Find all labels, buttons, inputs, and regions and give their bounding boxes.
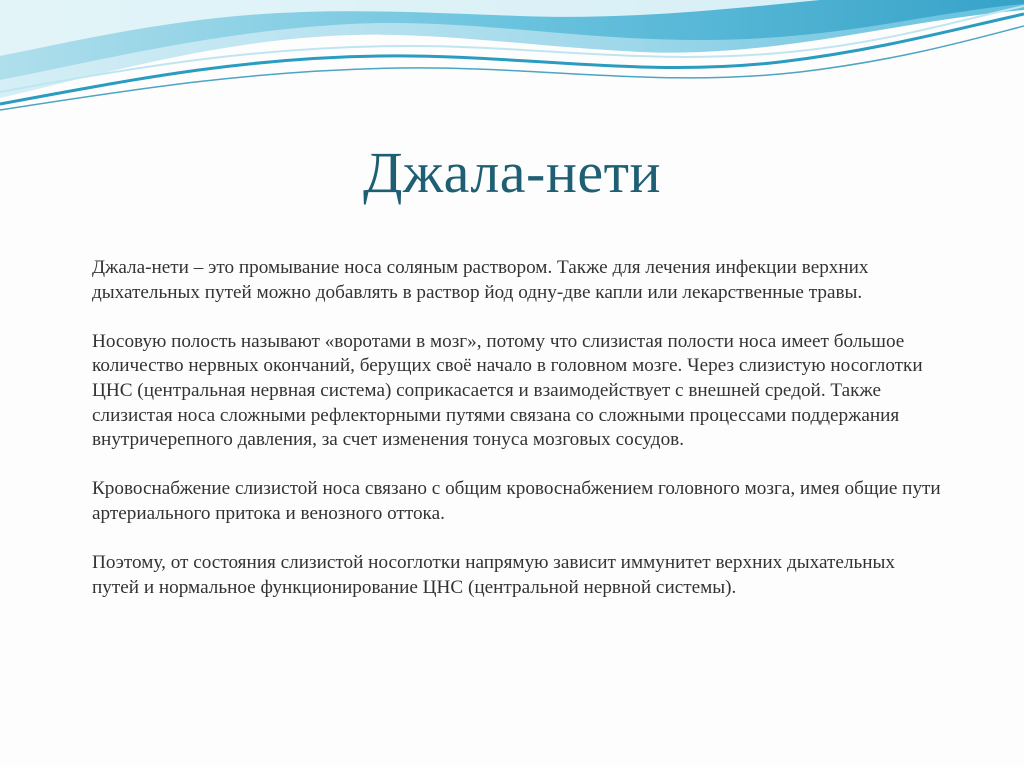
- paragraph-blood-supply: Кровоснабжение слизистой носа связано с общим кровоснабжением головного мозга, имея общие пути артериального притока и венозного оттока.: [92, 478, 941, 524]
- decorative-wave-header: [0, 0, 1024, 120]
- paragraph-nasal-cavity: Носовую полость называют «воротами в мозг», потому что слизистая полости носа имеет большое количество нервных окончаний, берущих своё начало в головном мозге. Через слизистую носоглотки ЦНС (центральная нервная система) соприкасается и взаимодействует с внешней средой. Также слизистая носа сложными рефлекторными путями связана со сложными процессами поддержания внутричерепного давления, за счет изменения тонуса мозговых сосудов.: [92, 330, 923, 451]
- slide-body: [92, 256, 942, 625]
- paragraph-intro: Джала-нети – это промывание носа соляным раствором. Также для лечения инфекции верхних дыхательных путей можно добавлять в раствор йод одну-две капли или лекарственные травы.: [92, 257, 869, 303]
- slide-title: Джала-нети: [362, 140, 662, 205]
- paragraph-conclusion: Поэтому, от состояния слизистой носоглотки напрямую зависит иммунитет верхних дыхательных путей и нормальное функционирование ЦНС (центральной нервной системы).: [92, 552, 896, 598]
